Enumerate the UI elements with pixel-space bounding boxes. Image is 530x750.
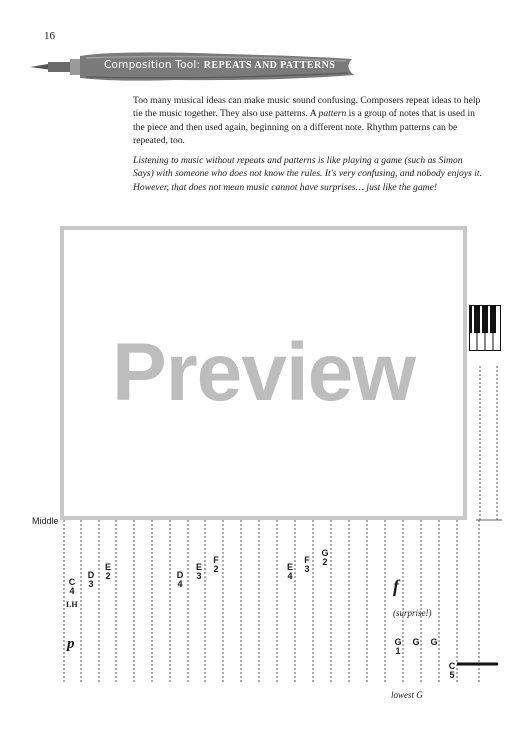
note-e-finger-3 [194,563,204,581]
note-f-finger-3 [302,556,312,574]
note-d-finger-4 [175,571,185,589]
section-title-prefix: Composition Tool: [104,59,204,71]
game-analogy-paragraph: Listening to music without repeats and patterns is like playing a game (such as Simon Says) with someone who does not know the rules. It's very confusing, and nobody enjoys it. However, that does not mean music cannot have surprises… just like the game! [133,155,482,193]
finger-number: 3 [304,564,310,574]
finger-number: 3 [196,571,202,581]
intro-term-pattern: pattern [318,108,347,120]
note-g-finger-1 [393,638,403,656]
note-letter: G [394,637,402,647]
lowest-g-caption: lowest G [391,690,423,700]
note-letter: G [430,637,438,647]
intro-text-1: Too many musical ideas can make music sound confusing. Composers repeat ideas to help tie the music together. They also use patterns. A [133,95,481,120]
finger-number: 1 [395,646,401,656]
intro-paragraph [133,94,483,148]
page-number: 16 [44,30,55,42]
forte-dynamic-marking: f [393,576,399,596]
note-d-finger-3 [86,571,96,589]
note-letter: D [87,570,95,580]
note-letter: E [195,562,202,572]
right-keyboard-lines [476,352,502,522]
note-letter: E [286,562,293,572]
note-f-finger-2 [211,556,221,574]
note-e-finger-4 [285,563,295,581]
note-letter: D [176,570,184,580]
preview-watermark-text: Preview [112,327,415,418]
note-g [429,638,439,647]
finger-number: 2 [105,571,111,581]
note-g-finger-2 [320,549,330,567]
note-c-finger-4 [67,578,77,596]
finger-number: 4 [69,586,75,596]
finger-number: 2 [213,564,219,574]
left-hand-label: LH [66,600,78,609]
middle-c-label: Middle [32,516,59,526]
finger-number: 5 [449,670,455,680]
finger-number: 4 [177,579,183,589]
note-letter: G [321,548,329,558]
note-letter: C [448,661,456,671]
surprise-annotation: (surprise!) [393,608,432,618]
note-g [411,638,421,647]
piano-keys-icon [469,305,501,351]
finger-number: 2 [322,557,328,567]
note-e-finger-2 [103,563,113,581]
intro-text-2: is a group of notes that is used in the piece and then used again, beginning on a different note. Rhythm patterns can be repeated, too. [133,108,475,147]
note-letter: F [304,555,310,565]
note-letter: E [104,562,111,572]
section-title-caps: REPEATS AND PATTERNS [203,60,336,71]
preview-watermark-box [60,226,467,520]
section-title [104,59,335,71]
finger-number: 3 [88,579,94,589]
note-letter: F [213,555,219,565]
note-letter: C [68,577,76,587]
note-c-finger-5 [447,662,457,680]
note-letter: G [412,637,420,647]
finger-number: 4 [287,571,293,581]
piano-dynamic-marking: p [67,636,75,652]
